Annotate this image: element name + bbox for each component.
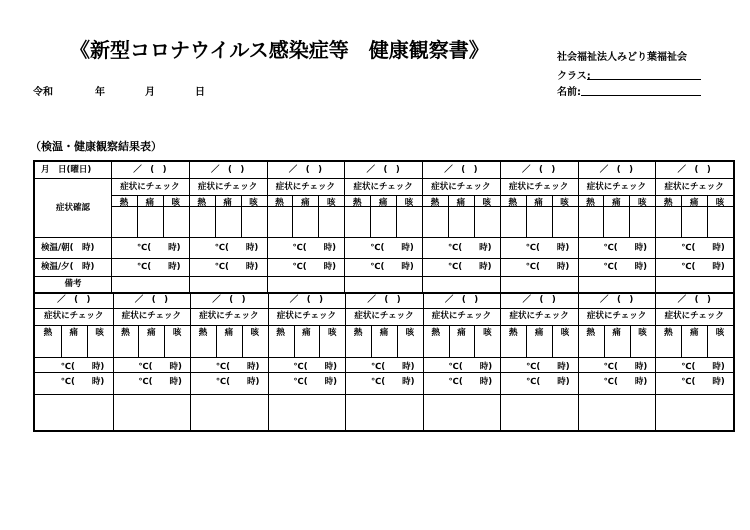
name-underline [581, 95, 701, 96]
symptom-check-label: 症状にチェック [275, 182, 335, 192]
symptom-name: 熱 [119, 198, 129, 208]
symptom-check-boxes[interactable] [500, 336, 578, 357]
organization-name: 社会福祉法人みどり葉福祉会 [557, 52, 687, 63]
remarks-entry[interactable] [578, 394, 656, 432]
temp-evening-entry: ℃( 時) [370, 377, 415, 387]
symptom-name: 痛 [224, 328, 234, 338]
temp-morning-entry: ℃( 時) [370, 243, 414, 253]
remarks-label: 備考 [64, 279, 82, 289]
symptom-check-label: 症状にチェック [121, 311, 181, 321]
date-entry: ／ ( ) [522, 295, 556, 305]
date-entry: ／ ( ) [444, 295, 479, 305]
block-divider [35, 292, 733, 294]
symptom-name: 痛 [689, 328, 699, 338]
grid-rule [35, 357, 733, 358]
temp-evening-label: 検温/夕( 時) [41, 262, 95, 272]
symptom-name: 痛 [612, 328, 621, 338]
symptom-check-boxes[interactable] [423, 336, 501, 357]
symptom-name: 痛 [69, 328, 79, 338]
symptom-name: 咳 [250, 328, 259, 338]
symptom-check-boxes[interactable] [190, 336, 268, 357]
symptom-name: 痛 [145, 198, 155, 208]
symptom-name: 咳 [249, 198, 258, 208]
symptom-check-label: 症状にチェック [44, 311, 104, 321]
temp-evening-entry: ℃( 時) [292, 262, 337, 272]
name-label: 名前: [557, 87, 581, 98]
remarks-entry[interactable] [344, 276, 422, 292]
symptom-name: 痛 [689, 198, 699, 208]
temp-evening-entry: ℃( 時) [215, 377, 260, 387]
symptom-name: 咳 [638, 198, 647, 208]
grid-rule [35, 178, 733, 179]
symptom-row-label: 症状確認 [55, 203, 91, 213]
temp-evening-entry: ℃( 時) [370, 262, 414, 272]
symptom-name: 咳 [328, 328, 337, 338]
temp-evening-entry: ℃( 時) [448, 377, 493, 387]
symptom-check-label: 症状にチェック [276, 311, 337, 321]
date-entry: ／ ( ) [600, 295, 634, 305]
remarks-entry[interactable] [268, 394, 346, 432]
temp-morning-entry: ℃( 時) [603, 362, 648, 372]
symptom-check-label: 症状にチェック [431, 182, 491, 192]
symptom-name: 咳 [171, 198, 181, 208]
symptom-name: 咳 [404, 198, 414, 208]
remarks-entry[interactable] [578, 276, 656, 292]
remarks-entry[interactable] [113, 394, 191, 432]
symptom-check-boxes[interactable] [578, 336, 656, 357]
symptom-name: 熱 [431, 328, 440, 338]
grid-rule [35, 325, 733, 326]
date-entry: ／ ( ) [134, 295, 168, 305]
temp-evening-entry: ℃( 時) [138, 377, 182, 387]
symptom-name: 熱 [430, 198, 440, 208]
grid-rule [35, 308, 733, 309]
temp-evening-entry: ℃( 時) [603, 377, 648, 387]
grid-rule [35, 237, 733, 238]
symptom-check-label: 症状にチェック [353, 182, 413, 192]
date-row-label: 月 日(曜日) [41, 165, 92, 175]
symptom-check-label: 症状にチェック [354, 311, 414, 321]
temp-morning-entry: ℃( 時) [136, 243, 181, 253]
temp-evening-entry: ℃( 時) [526, 377, 570, 387]
symptom-name: 熱 [197, 198, 206, 208]
symptom-check-boxes[interactable] [113, 336, 191, 357]
temp-evening-entry: ℃( 時) [681, 377, 725, 387]
temp-evening-entry: ℃( 時) [293, 377, 338, 387]
health-record-table [33, 160, 735, 432]
remarks-entry[interactable] [500, 394, 578, 432]
symptom-check-label: 症状にチェック [509, 182, 569, 192]
name-field[interactable] [557, 83, 581, 98]
temp-morning-entry: ℃( 時) [603, 243, 648, 253]
symptom-check-boxes[interactable] [345, 336, 423, 357]
grid-rule [35, 258, 733, 259]
symptom-name: 痛 [612, 198, 621, 208]
symptom-name: 痛 [378, 198, 388, 208]
symptom-name: 熱 [43, 328, 53, 338]
date-entry: ／ ( ) [212, 295, 246, 305]
temp-morning-entry: ℃( 時) [370, 362, 415, 372]
date-entry: ／ ( ) [444, 165, 478, 175]
symptom-name: 痛 [301, 198, 310, 208]
date-entry: ／ ( ) [521, 165, 556, 175]
date-entry: ／ ( ) [677, 295, 711, 305]
date-entry: ／ ( ) [366, 165, 400, 175]
date-entry: ／ ( ) [57, 295, 91, 305]
temp-morning-entry: ℃( 時) [292, 243, 337, 253]
symptom-check-boxes[interactable] [111, 206, 189, 237]
symptom-name: 熱 [275, 198, 284, 208]
era-label: 令和 [33, 87, 53, 98]
date-entry: ／ ( ) [289, 295, 324, 305]
grid-rule [35, 372, 733, 373]
temp-morning-entry: ℃( 時) [681, 243, 725, 253]
remarks-entry[interactable] [189, 276, 267, 292]
temp-morning-entry: ℃( 時) [138, 362, 182, 372]
symptom-name: 咳 [638, 328, 647, 338]
section-title: （検温・健康観察結果表） [30, 140, 162, 153]
symptom-name: 痛 [302, 328, 311, 338]
remarks-entry[interactable] [267, 276, 345, 292]
remarks-entry[interactable] [345, 394, 423, 432]
symptom-name: 熱 [586, 198, 595, 208]
month-label: 月 [145, 87, 155, 98]
date-entry: ／ ( ) [288, 165, 323, 175]
symptom-name: 熱 [352, 198, 362, 208]
symptom-check-boxes[interactable] [422, 206, 500, 237]
symptom-name: 咳 [715, 328, 725, 338]
date-entry: ／ ( ) [677, 165, 711, 175]
temp-morning-entry: ℃( 時) [214, 243, 259, 253]
remarks-entry[interactable] [423, 394, 501, 432]
symptom-name: 痛 [457, 328, 466, 338]
symptom-check-label: 症状にチェック [664, 182, 724, 192]
symptom-name: 熱 [508, 198, 517, 208]
temp-evening-entry: ℃( 時) [603, 262, 648, 272]
remarks-entry[interactable] [422, 276, 500, 292]
temp-morning-entry: ℃( 時) [215, 362, 260, 372]
symptom-name: 熱 [198, 328, 208, 338]
symptom-check-label: 症状にチェック [587, 311, 647, 321]
symptom-name: 熱 [663, 198, 673, 208]
date-entry: ／ ( ) [210, 165, 245, 175]
temp-morning-entry: ℃( 時) [293, 362, 338, 372]
symptom-name: 痛 [456, 198, 466, 208]
temp-morning-entry: ℃( 時) [447, 243, 492, 253]
date-entry: ／ ( ) [133, 165, 167, 175]
day-label: 日 [195, 87, 205, 98]
symptom-name: 痛 [147, 328, 156, 338]
remarks-entry[interactable] [655, 276, 733, 292]
year-label: 年 [95, 87, 105, 98]
symptom-name: 熱 [121, 328, 130, 338]
symptom-name: 咳 [95, 328, 104, 338]
symptom-name: 咳 [560, 328, 570, 338]
symptom-name: 咳 [482, 198, 492, 208]
temp-morning-label: 検温/朝( 時) [41, 243, 95, 253]
symptom-check-label: 症状にチェック [120, 182, 180, 192]
class-field[interactable] [557, 67, 591, 82]
symptom-check-label: 症状にチェック [509, 311, 569, 321]
temp-morning-entry: ℃( 時) [526, 362, 570, 372]
remarks-entry[interactable] [190, 394, 268, 432]
symptom-name: 咳 [405, 328, 415, 338]
temp-evening-entry: ℃( 時) [447, 262, 492, 272]
temp-morning-entry: ℃( 時) [525, 243, 570, 253]
symptom-check-boxes[interactable] [35, 336, 113, 357]
symptom-name: 痛 [534, 328, 544, 338]
symptom-check-boxes[interactable] [655, 206, 733, 237]
temp-evening-entry: ℃( 時) [681, 262, 725, 272]
class-label: クラス: [557, 71, 591, 82]
symptom-name: 熱 [276, 328, 285, 338]
temp-evening-entry: ℃( 時) [214, 262, 259, 272]
symptom-check-boxes[interactable] [578, 206, 656, 237]
symptom-name: 咳 [172, 328, 182, 338]
symptom-check-boxes[interactable] [189, 206, 267, 237]
symptom-check-boxes[interactable] [655, 336, 733, 357]
symptom-check-label: 症状にチェック [199, 311, 259, 321]
symptom-check-boxes[interactable] [500, 206, 578, 237]
temp-evening-entry: ℃( 時) [136, 262, 181, 272]
symptom-name: 痛 [534, 198, 543, 208]
symptom-name: 熱 [508, 328, 518, 338]
symptom-name: 咳 [483, 328, 492, 338]
remarks-entry[interactable] [500, 276, 578, 292]
symptom-name: 熱 [664, 328, 673, 338]
temp-evening-entry: ℃( 時) [525, 262, 570, 272]
symptom-name: 熱 [353, 328, 363, 338]
symptom-check-label: 症状にチェック [198, 182, 258, 192]
date-entry: ／ ( ) [367, 295, 401, 305]
symptom-check-boxes[interactable] [344, 206, 422, 237]
remarks-entry[interactable] [35, 394, 113, 432]
symptom-check-label: 症状にチェック [431, 311, 492, 321]
class-underline [587, 79, 701, 80]
temp-morning-entry: ℃( 時) [448, 362, 493, 372]
symptom-check-label: 症状にチェック [664, 311, 724, 321]
document-title: 《新型コロナウイルス感染症等 健康観察書》 [70, 38, 489, 62]
symptom-name: 咳 [327, 198, 336, 208]
symptom-check-boxes[interactable] [268, 336, 346, 357]
temp-evening-entry: ℃( 時) [60, 377, 105, 387]
symptom-name: 痛 [223, 198, 232, 208]
symptom-name: 咳 [715, 198, 725, 208]
symptom-name: 熱 [586, 328, 596, 338]
temp-morning-entry: ℃( 時) [60, 362, 105, 372]
date-entry: ／ ( ) [599, 165, 634, 175]
symptom-check-boxes[interactable] [267, 206, 345, 237]
symptom-check-label: 症状にチェック [586, 182, 646, 192]
remarks-entry[interactable] [655, 394, 733, 432]
symptom-name: 咳 [560, 198, 569, 208]
remarks-entry[interactable] [111, 276, 189, 292]
symptom-name: 痛 [379, 328, 389, 338]
temp-morning-entry: ℃( 時) [681, 362, 725, 372]
